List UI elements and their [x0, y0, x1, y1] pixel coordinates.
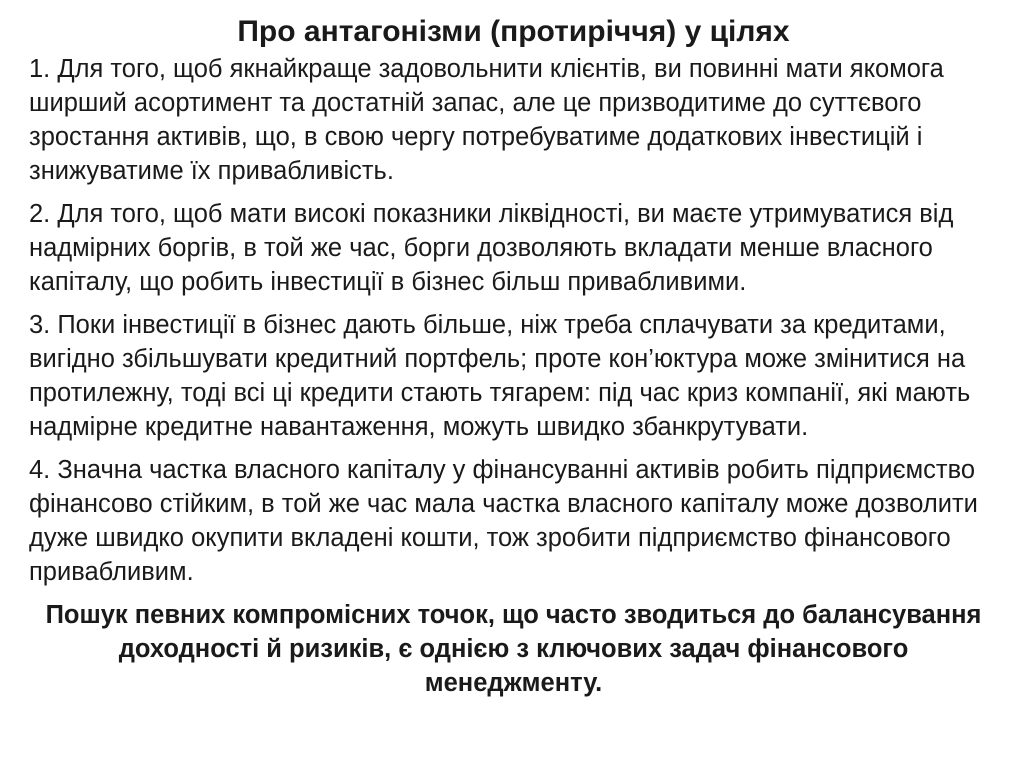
slide-title: Про антагонізми (протиріччя) у цілях: [237, 15, 790, 48]
paragraph-3: 3. Поки інвестиції в бізнес дають більше, ніж треба сплачувати за кредитами, вигідно збільшувати кредитний портфель; проте кон’юктура може змінитися на протилежну, тоді всі ці кредити стають тягарем: під час криз компанії, які мають надмірне кредитне навантаження, можуть швидко збанкрутувати.: [29, 311, 971, 441]
paragraph-1: 1. Для того, щоб якнайкраще задовольнити клієнтів, ви повинні мати якомога ширший асортимент та достатній запас, але це призводитиме до суттєвого зростання активів, що, в свою чергу потребуватиме додаткових інвестицій і знижуватиме їх привабливість.: [29, 55, 944, 185]
paragraph-2: 2. Для того, щоб мати високі показники ліквідності, ви маєте утримуватися від надмірних боргів, в той же час, борги дозволяють вкладати менше власного капіталу, що робить інвестиції в бізнес більш привабливими.: [29, 200, 954, 296]
conclusion: Пошук певних компромісних точок, що часто зводиться до балансування доходності й ризиків, є однією з ключових задач фінансового менеджменту.: [45, 601, 982, 697]
paragraph-4: 4. Значна частка власного капіталу у фінансуванні активів робить підприємство фінансово стійким, в той же час мала частка власного капіталу може дозволити дуже швидко окупити вкладені кошти, тож зробити підприємство фінансового привабливим.: [29, 456, 978, 586]
